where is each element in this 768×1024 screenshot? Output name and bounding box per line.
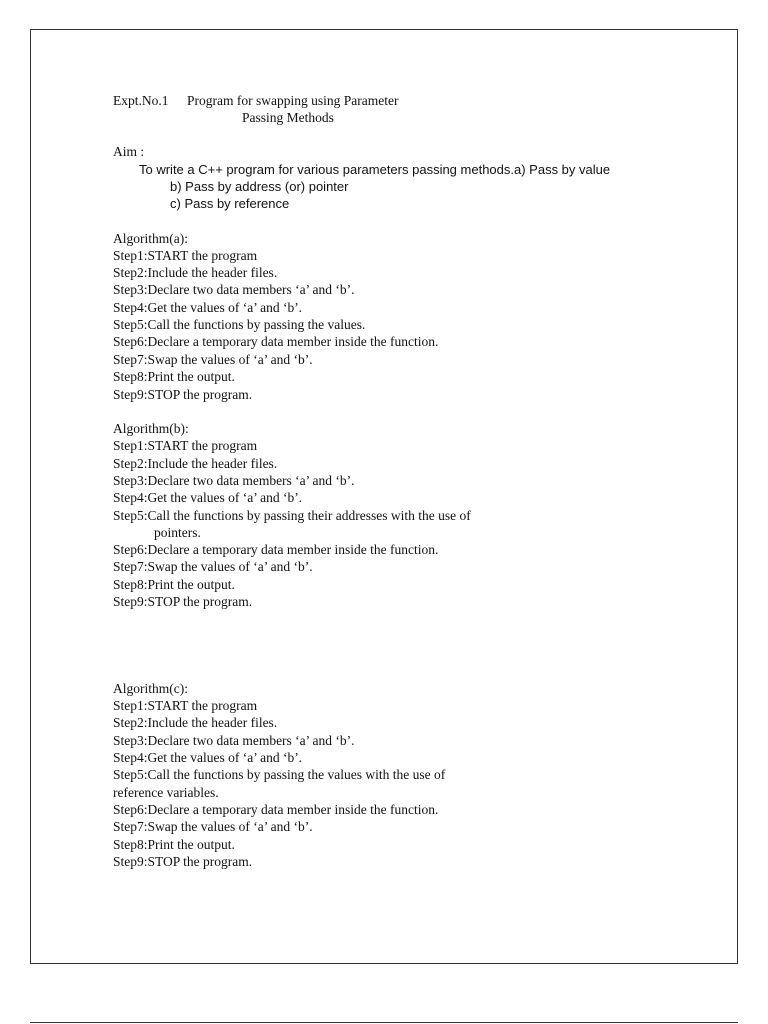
algorithm-b-step: Step2:Include the header files. [113, 456, 278, 471]
algorithm-c-step: Step9:STOP the program. [113, 854, 253, 869]
algorithm-c-step: Step3:Declare two data members ‘a’ and ‘b’. [113, 733, 355, 748]
algorithm-a-step: Step9:STOP the program. [113, 387, 253, 402]
algorithm-b-heading: Algorithm(b): [113, 421, 189, 436]
aim-line-1: To write a C++ program for various parameters passing methods.a) Pass by value [139, 162, 611, 177]
algorithm-b-step: Step4:Get the values of ‘a’ and ‘b’. [113, 490, 303, 505]
algorithm-c-step-continuation: reference variables. [113, 785, 219, 800]
algorithm-a-step: Step5:Call the functions by passing the values. [113, 317, 366, 332]
algorithm-a-step: Step8:Print the output. [113, 369, 235, 384]
algorithm-b-step: Step3:Declare two data members ‘a’ and ‘b’. [113, 473, 355, 488]
title-line-1: Program for swapping using Parameter [187, 93, 399, 108]
algorithm-b-step: Step7:Swap the values of ‘a’ and ‘b’. [113, 559, 313, 574]
next-page-edge [30, 1022, 738, 1023]
algorithm-b-step: Step6:Declare a temporary data member inside the function. [113, 542, 439, 557]
aim-line-3: c) Pass by reference [170, 196, 290, 211]
algorithm-c-step: Step8:Print the output. [113, 837, 235, 852]
algorithm-c-step: Step4:Get the values of ‘a’ and ‘b’. [113, 750, 303, 765]
expt-number: Expt.No.1 [113, 93, 169, 108]
algorithm-a-step: Step6:Declare a temporary data member inside the function. [113, 334, 439, 349]
algorithm-b-step: Step1:START the program [113, 438, 258, 453]
algorithm-c-step: Step6:Declare a temporary data member inside the function. [113, 802, 439, 817]
algorithm-b-step: Step8:Print the output. [113, 577, 235, 592]
algorithm-a-step: Step2:Include the header files. [113, 265, 278, 280]
title-line-2: Passing Methods [242, 110, 334, 125]
algorithm-a-heading: Algorithm(a): [113, 231, 188, 246]
algorithm-b-step-continuation: pointers. [154, 525, 201, 540]
algorithm-c-step: Step2:Include the header files. [113, 715, 278, 730]
algorithm-b-step: Step5:Call the functions by passing their addresses with the use of [113, 508, 471, 523]
algorithm-c-step: Step1:START the program [113, 698, 258, 713]
algorithm-a-step: Step3:Declare two data members ‘a’ and ‘b’. [113, 282, 355, 297]
algorithm-a-step: Step4:Get the values of ‘a’ and ‘b’. [113, 300, 303, 315]
aim-line-2: b) Pass by address (or) pointer [170, 179, 349, 194]
algorithm-b-step: Step9:STOP the program. [113, 594, 253, 609]
algorithm-c-step: Step5:Call the functions by passing the values with the use of [113, 767, 446, 782]
aim-label: Aim : [113, 144, 145, 159]
algorithm-c-heading: Algorithm(c): [113, 681, 188, 696]
algorithm-a-step: Step1:START the program [113, 248, 258, 263]
algorithm-a-step: Step7:Swap the values of ‘a’ and ‘b’. [113, 352, 313, 367]
algorithm-c-step: Step7:Swap the values of ‘a’ and ‘b’. [113, 819, 313, 834]
